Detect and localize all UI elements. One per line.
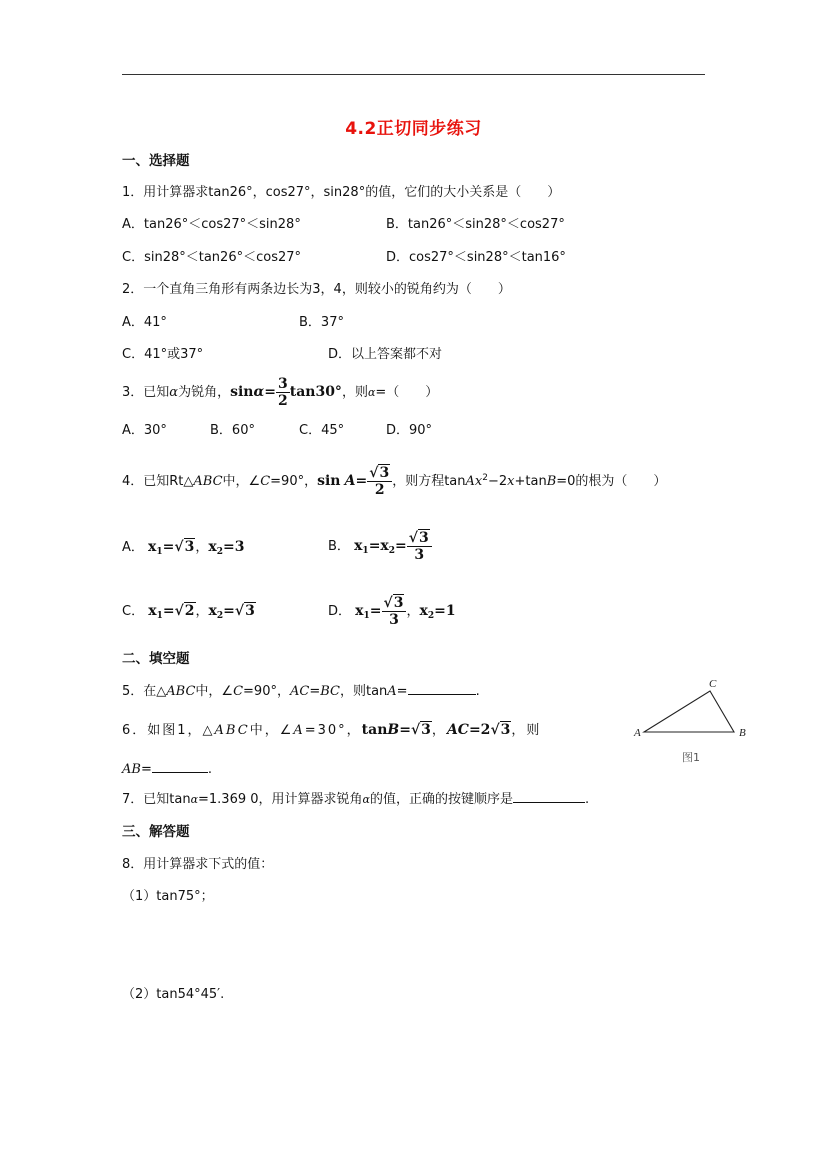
q4-option-a-label: A． (122, 540, 144, 555)
q4-a-var: A (344, 473, 356, 489)
q4-a-var2: A (465, 474, 475, 489)
vertex-c-label: C (709, 678, 717, 690)
triangle-abc (644, 691, 734, 732)
q4-sin: sin (317, 473, 341, 489)
q6-answer-blank[interactable] (152, 760, 208, 773)
q1-option-b: B．tan26°＜sin28°＜cos27° (386, 217, 565, 232)
q4-text-c: ，则方程tan (392, 474, 466, 489)
q2-option-d: D．以上答案都不对 (328, 347, 443, 362)
q4-oc-x1: $x_1=√2$ (148, 603, 195, 621)
q3-text-post: ，则 (341, 385, 368, 400)
section-heading-solve: 三、解答题 (122, 824, 190, 840)
q3-text-end: =（ ） (375, 385, 439, 400)
q4-square: 2 (482, 473, 488, 483)
q4-option-a (122, 534, 244, 565)
q4-option-d-label: D． (328, 604, 352, 619)
q3-text-mid: 为锐角， (178, 385, 231, 400)
q6-ac: AC=2√3 (446, 722, 511, 738)
q7-stem: 7．已知tanα=1.369 0，用计算器求锐角α的值，正确的按键顺序是 . (122, 792, 590, 807)
q3-option-d: D．90° (386, 423, 433, 438)
q1-option-a: A．tan26°＜cos27°＜sin28° (122, 217, 301, 232)
q4-fraction (367, 465, 392, 498)
q2-option-c: C．41°或37° (122, 347, 204, 362)
figure-1-triangle (630, 676, 755, 768)
q4-stem (122, 456, 666, 504)
section-heading-choice: 一、选择题 (122, 153, 190, 169)
q4-c: C (260, 474, 271, 489)
q4-option-c-label: C． (122, 604, 145, 619)
q5-answer-blank[interactable] (408, 682, 476, 695)
q4-frac-den: 2 (374, 482, 385, 498)
q4-x2: x (507, 474, 515, 489)
q4-od-x2: $x_2=1$ (419, 603, 456, 621)
q2-option-a: A．41° (122, 315, 167, 330)
q4-text-b: =90°， (270, 474, 318, 489)
q1-stem: 1．用计算器求tan26°，cos27°，sin28°的值，它们的大小关系是（ ） (122, 185, 561, 200)
q4-option-b (328, 520, 432, 577)
q4-text-pre: 4．已知Rt△ (122, 474, 194, 489)
q3-alpha: α (169, 385, 179, 400)
q4-od-fraction: $\frac{√3}{3}$ (382, 595, 407, 628)
q8-part2: （2）tan54°45′. (122, 987, 225, 1002)
q3-stem (122, 374, 438, 411)
q4-abc: ABC (193, 474, 223, 489)
q3-equals: = (264, 384, 276, 400)
q4-text-f: =0的根为（ ） (556, 474, 667, 489)
q4-text-d: −2 (487, 474, 508, 489)
q1-option-d: D．cos27°＜sin28°＜tan16° (386, 250, 566, 265)
q4-option-b-label: B． (328, 539, 350, 554)
q2-stem: 2．一个直角三角形有两条边长为3，4，则较小的锐角约为（ ） (122, 282, 511, 297)
q3-fraction (276, 376, 290, 409)
q4-frac-num: √3 (367, 465, 392, 482)
q3-option-b: B．60° (210, 423, 255, 438)
q5-stem: 5．在△ABC中，∠C=90°，AC=BC，则tanA= . (122, 684, 480, 699)
q4-oc-comma: ， (195, 604, 209, 619)
q4-text-e: +tan (514, 474, 547, 489)
q3-alpha-bold: α (253, 384, 265, 400)
q3-text-pre: 3．已知 (122, 385, 170, 400)
q8-part1: （1）tan75°； (122, 889, 214, 904)
q7-answer-blank[interactable] (513, 790, 585, 803)
q4-text-a: 中，∠ (222, 474, 261, 489)
q3-alpha-small: α (367, 386, 376, 399)
q4-oc-x2: $x_2=√3$ (208, 603, 255, 621)
vertex-a-label: A (634, 727, 641, 739)
q3-frac-den: 2 (277, 393, 288, 409)
q3-sin: sin (230, 384, 254, 400)
q4-oa-x2: $x_2=3$ (208, 539, 245, 557)
header-rule (122, 74, 705, 75)
q8-stem: 8．用计算器求下式的值： (122, 857, 274, 872)
q2-option-b: B．37° (299, 315, 344, 330)
figure-caption: 图1 (682, 751, 700, 764)
section-heading-fill: 二、填空题 (122, 651, 190, 667)
q4-ob-fraction: $\frac{√3}{3}$ (407, 530, 432, 563)
q4-oa-x1: $x_1=√3$ (148, 539, 195, 557)
q4-od-comma: ， (406, 604, 420, 619)
q3-option-a: A．30° (122, 423, 167, 438)
q3-frac-num: 3 (277, 376, 288, 392)
q4-oa-comma: ， (195, 540, 209, 555)
q4-option-c (122, 598, 256, 629)
q4-x: x (474, 474, 483, 489)
q4-b-var: B (546, 474, 557, 489)
q3-tan30: tan30° (289, 384, 342, 400)
q6-stem: 6．如图1，△ABC中，∠A=30°，tanB=√3，AC=2√3，则 (122, 722, 542, 738)
page-title: 4.2正切同步练习 (345, 119, 482, 139)
q3-option-c: C．45° (299, 423, 345, 438)
q4-sqrt3: 3 (379, 465, 390, 481)
q6-tanb: tanB=√3 (361, 722, 431, 738)
q4-equals: = (355, 473, 368, 489)
q1-option-c: C．sin28°＜tan26°＜cos27° (122, 250, 302, 265)
q4-ob-expr: $x_1=x_2=$ (354, 538, 407, 556)
q6-stem-cont: AB= . (122, 762, 212, 777)
q4-od-x1: $x_1=$ (355, 603, 382, 621)
vertex-b-label: B (739, 727, 746, 739)
q4-option-d (328, 585, 456, 642)
